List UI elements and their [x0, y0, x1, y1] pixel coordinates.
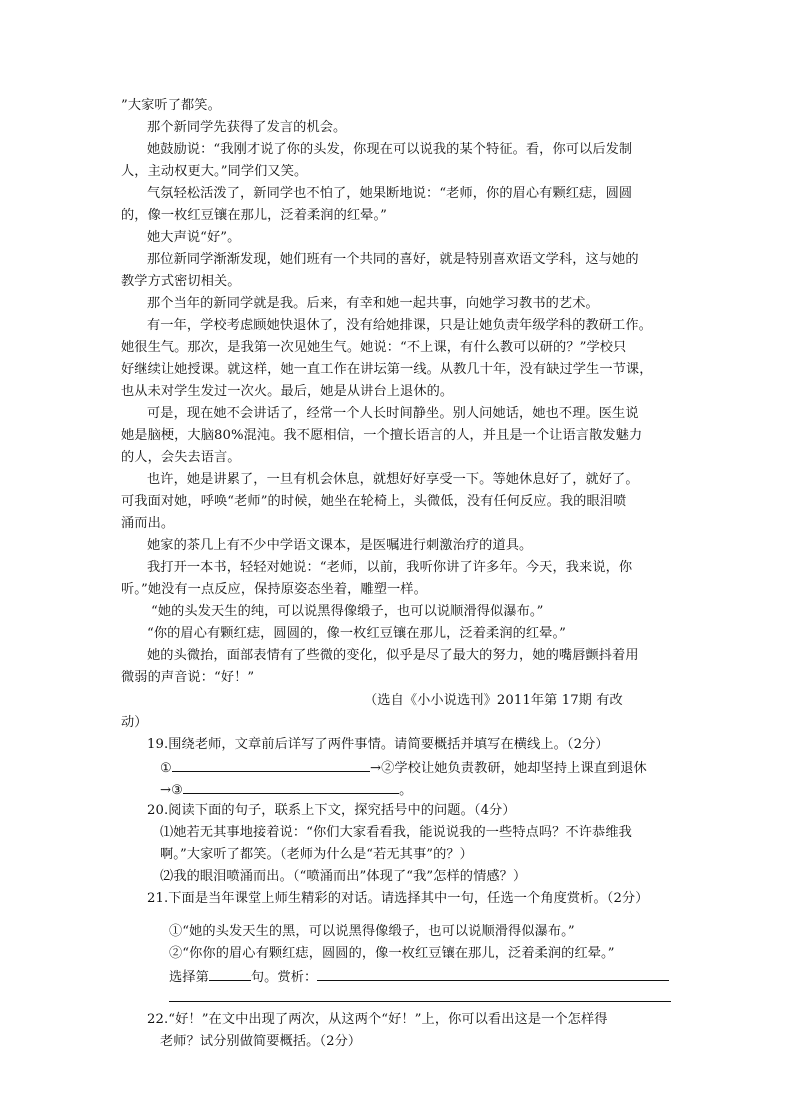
passage-line: 好继续让她授课。就这样，她一直工作在讲坛第一线。从教几十年，没有缺过学生一节课， — [121, 362, 653, 377]
passage-line: 听。”她没有一点反应，保持原姿态坐着，雕塑一样。 — [121, 582, 427, 597]
question-19-answer-row-1 — [160, 757, 647, 779]
source-citation: 动） — [121, 715, 148, 730]
passage-line: 那位新同学渐渐发现，她们班有一个共同的喜好，就是特别喜欢语文学科，这与她的 — [147, 252, 639, 267]
question-21-option-1: ①“她的头发天生的黑，可以说黑得像缎子，也可以说顺滑得似瀑布。” — [169, 924, 575, 939]
passage-line: 有一年，学校考虑顾她快退休了，没有给她排课，只是让她负责年级学科的教研工作。 — [147, 318, 652, 333]
analysis-label: 句。赏析： — [250, 970, 318, 985]
answer-given-text: →②学校让她负责教研，她却坚持上课直到退休 — [369, 761, 647, 776]
passage-line: 的，像一枚红豆镶在那儿，泛着柔润的红晕。” — [121, 208, 387, 223]
question-19: 19.围绕老师，文章前后详写了两件事情。请简要概括并填写在横线上。（2分） — [147, 737, 609, 752]
question-19-answer-row-2 — [160, 779, 412, 801]
question-20-sentence-2: ⑵我的眼泪喷涌而出。（“喷涌而出”体现了“我”怎样的情感？） — [160, 869, 527, 884]
question-22-cont: 老师？试分别做简要概括。（2分） — [160, 1034, 362, 1049]
answer-line[interactable] — [169, 1001, 671, 1002]
analysis-blank[interactable] — [317, 966, 669, 981]
question-21-choice-row — [169, 966, 669, 988]
passage-line: 她鼓励说：“我刚才说了你的头发，你现在可以说我的某个特征。看，你可以后发制 — [147, 142, 633, 157]
passage-line: “她的头发天生的纯，可以说黑得像缎子，也可以说顺滑得似瀑布。” — [151, 604, 544, 619]
question-22: 22.“好！”在文中出现了两次，从这两个“好！”上，你可以看出这是一个怎样得 — [147, 1012, 608, 1027]
passage-line: 可我面对她，呼唤“老师”的时候，她坐在轮椅上，头微低，没有任何反应。我的眼泪喷 — [121, 494, 627, 509]
passage-line: 她家的茶几上有不少中学语文课本，是医嘱进行刺激治疗的道具。 — [147, 538, 533, 553]
answer-blank-3[interactable] — [183, 779, 399, 794]
passage-line: 她很生气。那次，是我第一次见她生气。她说：“不上课，有什么教可以研的？”学校只 — [121, 340, 627, 355]
passage-line: 也从未对学生发过一次火。最后，她是从讲台上退休的。 — [121, 384, 454, 399]
source-citation: （选自《小小说选刊》2011年第 17期 有改 — [364, 693, 623, 708]
passage-line: 也许，她是讲累了，一旦有机会休息，就想好好享受一下。等她休息好了，就好了。 — [147, 472, 639, 487]
passage-line: ”大家听了都笑。 — [121, 98, 221, 113]
passage-line: 涌而出。 — [121, 516, 175, 531]
choose-label: 选择第 — [169, 970, 209, 985]
answer-suffix: 。 — [399, 783, 413, 798]
passage-line: 那个当年的新同学就是我。后来，有幸和她一起共事，向她学习教书的艺术。 — [147, 296, 599, 311]
question-21-option-2: ②“你你的眉心有颗红痣，圆圆的，像一枚红豆镶在那儿，泛着柔润的红晕。” — [169, 946, 615, 961]
passage-line: 她大声说“好”。 — [147, 230, 241, 245]
answer-marker: ① — [160, 761, 172, 776]
question-21: 21.下面是当年课堂上师生精彩的对话。请选择其中一句，任选一个角度赏析。（2分） — [147, 891, 649, 906]
passage-line: “你的眉心有颗红痣，圆圆的，像一枚红豆镶在那儿，泛着柔润的红晕。” — [147, 626, 566, 641]
question-20-sentence-1-cont: 啊。”大家听了都笑。（老师为什么是“若无其事”的？） — [160, 847, 473, 862]
passage-line: 她的头微抬，面部表情有了些微的变化，似乎是尽了最大的努力，她的嘴唇颤抖着用 — [147, 648, 639, 663]
passage-line: 可是，现在她不会讲话了，经常一个人长时间静坐。别人问她话，她也不理。医生说 — [147, 406, 639, 421]
passage-line: 教学方式密切相关。 — [121, 274, 241, 289]
passage-line: 我打开一本书，轻轻对她说：“老师，以前，我听你讲了许多年。今天，我来说，你 — [147, 560, 633, 575]
passage-line: 人，主动权更大。”同学们又笑。 — [121, 164, 308, 179]
question-20: 20.阅读下面的句子，联系上下文，探究括号中的问题。（4分） — [147, 803, 516, 818]
answer-blank-1[interactable] — [172, 757, 370, 772]
choice-number-blank[interactable] — [209, 966, 251, 981]
answer-marker: →③ — [160, 783, 184, 798]
passage-line: 的人，会失去语言。 — [121, 450, 241, 465]
passage-line: 微弱的声音说：“好！” — [121, 670, 255, 685]
passage-line: 她是脑梗，大脑80%混沌。我不愿相信，一个擅长语言的人，并且是一个让语言散发魅力 — [121, 428, 643, 443]
passage-line: 气氛轻松活泼了，新同学也不怕了，她果断地说：“老师，你的眉心有颗红痣，圆圆 — [147, 186, 633, 201]
question-20-sentence-1: ⑴她若无其事地接着说：“你们大家看看我，能说说我的一些特点吗？不许恭维我 — [160, 825, 632, 840]
passage-line: 那个新同学先获得了发言的机会。 — [147, 120, 347, 135]
